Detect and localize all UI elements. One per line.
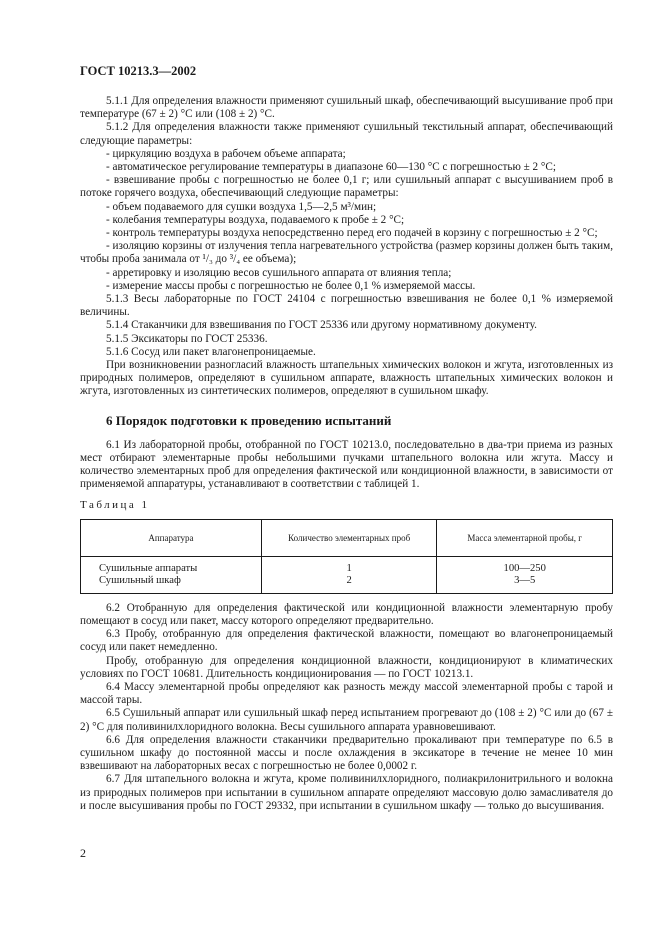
- cell-text: 100—250: [503, 562, 546, 574]
- column-header: Количество элементарных проб: [261, 519, 437, 556]
- paragraph: 6.2 Отобранную для определения фактической или кондиционной влажности элементарную пробу помещают в сосуд или пакет, массу которого определяют предварительно.: [80, 601, 613, 627]
- list-item: - циркуляцию воздуха в рабочем объеме аппарата;: [80, 148, 613, 161]
- cell-text: Сушильный шкаф: [99, 574, 181, 586]
- list-item: - взвешивание пробы с погрешностью не более 0,1 г; или сушильный аппарат с высушиванием проб в потоке горячего воздуха, обеспечивающий следующие параметры:: [80, 174, 613, 200]
- list-item: - арретировку и изоляцию весов сушильного аппарата от влияния тепла;: [80, 267, 613, 280]
- list-item: - изоляцию корзины от излучения тепла нагревательного устройства (размер корзины должен быть таким, чтобы проба занимала от ¹/₃ до ³/₄ ее объема);: [80, 240, 613, 266]
- table-row: [81, 556, 613, 593]
- table-header-row: [81, 519, 613, 556]
- column-header: Аппаратура: [81, 519, 262, 556]
- table-cell: [437, 556, 613, 593]
- list-item: - объем подаваемого для сушки воздуха 1,5—2,5 м³/мин;: [80, 201, 613, 214]
- paragraph: Пробу, отобранную для определения кондиционной влажности, кондиционируют в климатических условиях по ГОСТ 10681. Длительность кондиционирования — по ГОСТ 10213.1.: [80, 654, 613, 680]
- paragraph: 5.1.5 Эксикаторы по ГОСТ 25336.: [106, 332, 268, 345]
- paragraph: 5.1.1 Для определения влажности применяют сушильный шкаф, обеспечивающий высушивание проб при температуре (67 ± 2) °С или (108 ± 2) °С.: [80, 95, 613, 121]
- list-item: - измерение массы пробы с погрешностью не более 0,1 % измеряемой массы.: [80, 280, 613, 293]
- list-item: - контроль температуры воздуха непосредственно перед его подачей в корзину с погрешностью ± 2 °С;: [80, 227, 613, 240]
- paragraph: 6.3 Пробу, отобранную для определения фактической влажности, помещают во влагонепроницаемый сосуд или пакет немедленно.: [80, 628, 613, 654]
- data-table: [80, 519, 613, 594]
- paragraph: 5.1.3 Весы лабораторные по ГОСТ 24104 с погрешностью взвешивания не более 0,1 % измеряемой величины.: [80, 293, 613, 319]
- paragraph: 5.1.6 Сосуд или пакет влагонепроницаемые.: [106, 345, 316, 358]
- cell-text: 3—5: [514, 574, 536, 586]
- paragraph: 6.1 Из лабораторной пробы, отобранной по ГОСТ 10213.0, последовательно в два-три приема из разных мест отбирают элементарные пробы небольшими пучками штапельного волокна или жгута. Массу и количество элементарных проб для определения фактической или кондиционной влажности, в зависимости от применяемой аппаратуры, устанавливают в соответствии с таблицей 1.: [80, 438, 613, 491]
- cell-text: 1: [346, 562, 352, 574]
- paragraph: 6.5 Сушильный аппарат или сушильный шкаф перед испытанием прогревают до (108 ± 2) °С или до (67 ± 2) °С для поливинилхлоридного волокна. Весы сушильного аппарата уравновешивают.: [80, 707, 613, 733]
- paragraph: 6.4 Массу элементарной пробы определяют как разность между массой элементарной пробы с тарой и массой тары.: [80, 680, 613, 707]
- page-number: 2: [80, 846, 86, 860]
- table-caption: Таблица 1: [80, 499, 150, 512]
- cell-text: 2: [346, 574, 352, 586]
- page-header: ГОСТ 10213.3—2002: [80, 64, 197, 78]
- table-cell: [81, 556, 262, 593]
- paragraph: 5.1.2 Для определения влажности также применяют сушильный текстильный аппарат, обеспечивающий следующие параметры:: [80, 121, 613, 147]
- document-body: [80, 95, 613, 813]
- paragraph: 5.1.4 Стаканчики для взвешивания по ГОСТ 25336 или другому нормативному документу.: [106, 319, 537, 332]
- cell-text: Сушильные аппараты: [99, 562, 198, 574]
- paragraph: 6.6 Для определения влажности стаканчики предварительно прокаливают при температуре по 6.5 в сушильном шкафу до постоянной массы и после охлаждения в эксикаторе в течение не менее 10 мин взвешивают на лабораторных весах с погрешностью не более 0,0002 г.: [80, 733, 613, 773]
- paragraph: При возникновении разногласий влажность штапельных химических волокон и жгута, изготовленных из природных полимеров, определяют в сушильном аппарате, влажность штапельных химических волокон и жгута, изготовленных из синтетических полимеров, определяют в сушильном шкафу.: [80, 359, 613, 398]
- list-item: - автоматическое регулирование температуры в диапазоне 60—130 °С с погрешностью ± 2 °С;: [80, 161, 613, 174]
- table-cell: [261, 556, 437, 593]
- list-item: - колебания температуры воздуха, подаваемого к пробе ± 2 °С;: [80, 214, 613, 227]
- section-heading: 6 Порядок подготовки к проведению испытаний: [106, 412, 392, 428]
- column-header: Масса элементарной пробы, г: [437, 519, 613, 556]
- paragraph: 6.7 Для штапельного волокна и жгута, кроме поливинилхлоридного, полиакрилонитрильного и волокна из природных полимеров при испытании в сушильном аппарате определяют массовую долю замасливателя до и после высушивания пробы по ГОСТ 29332, при испытании в сушильном шкафу — только до высушивания.: [80, 773, 613, 812]
